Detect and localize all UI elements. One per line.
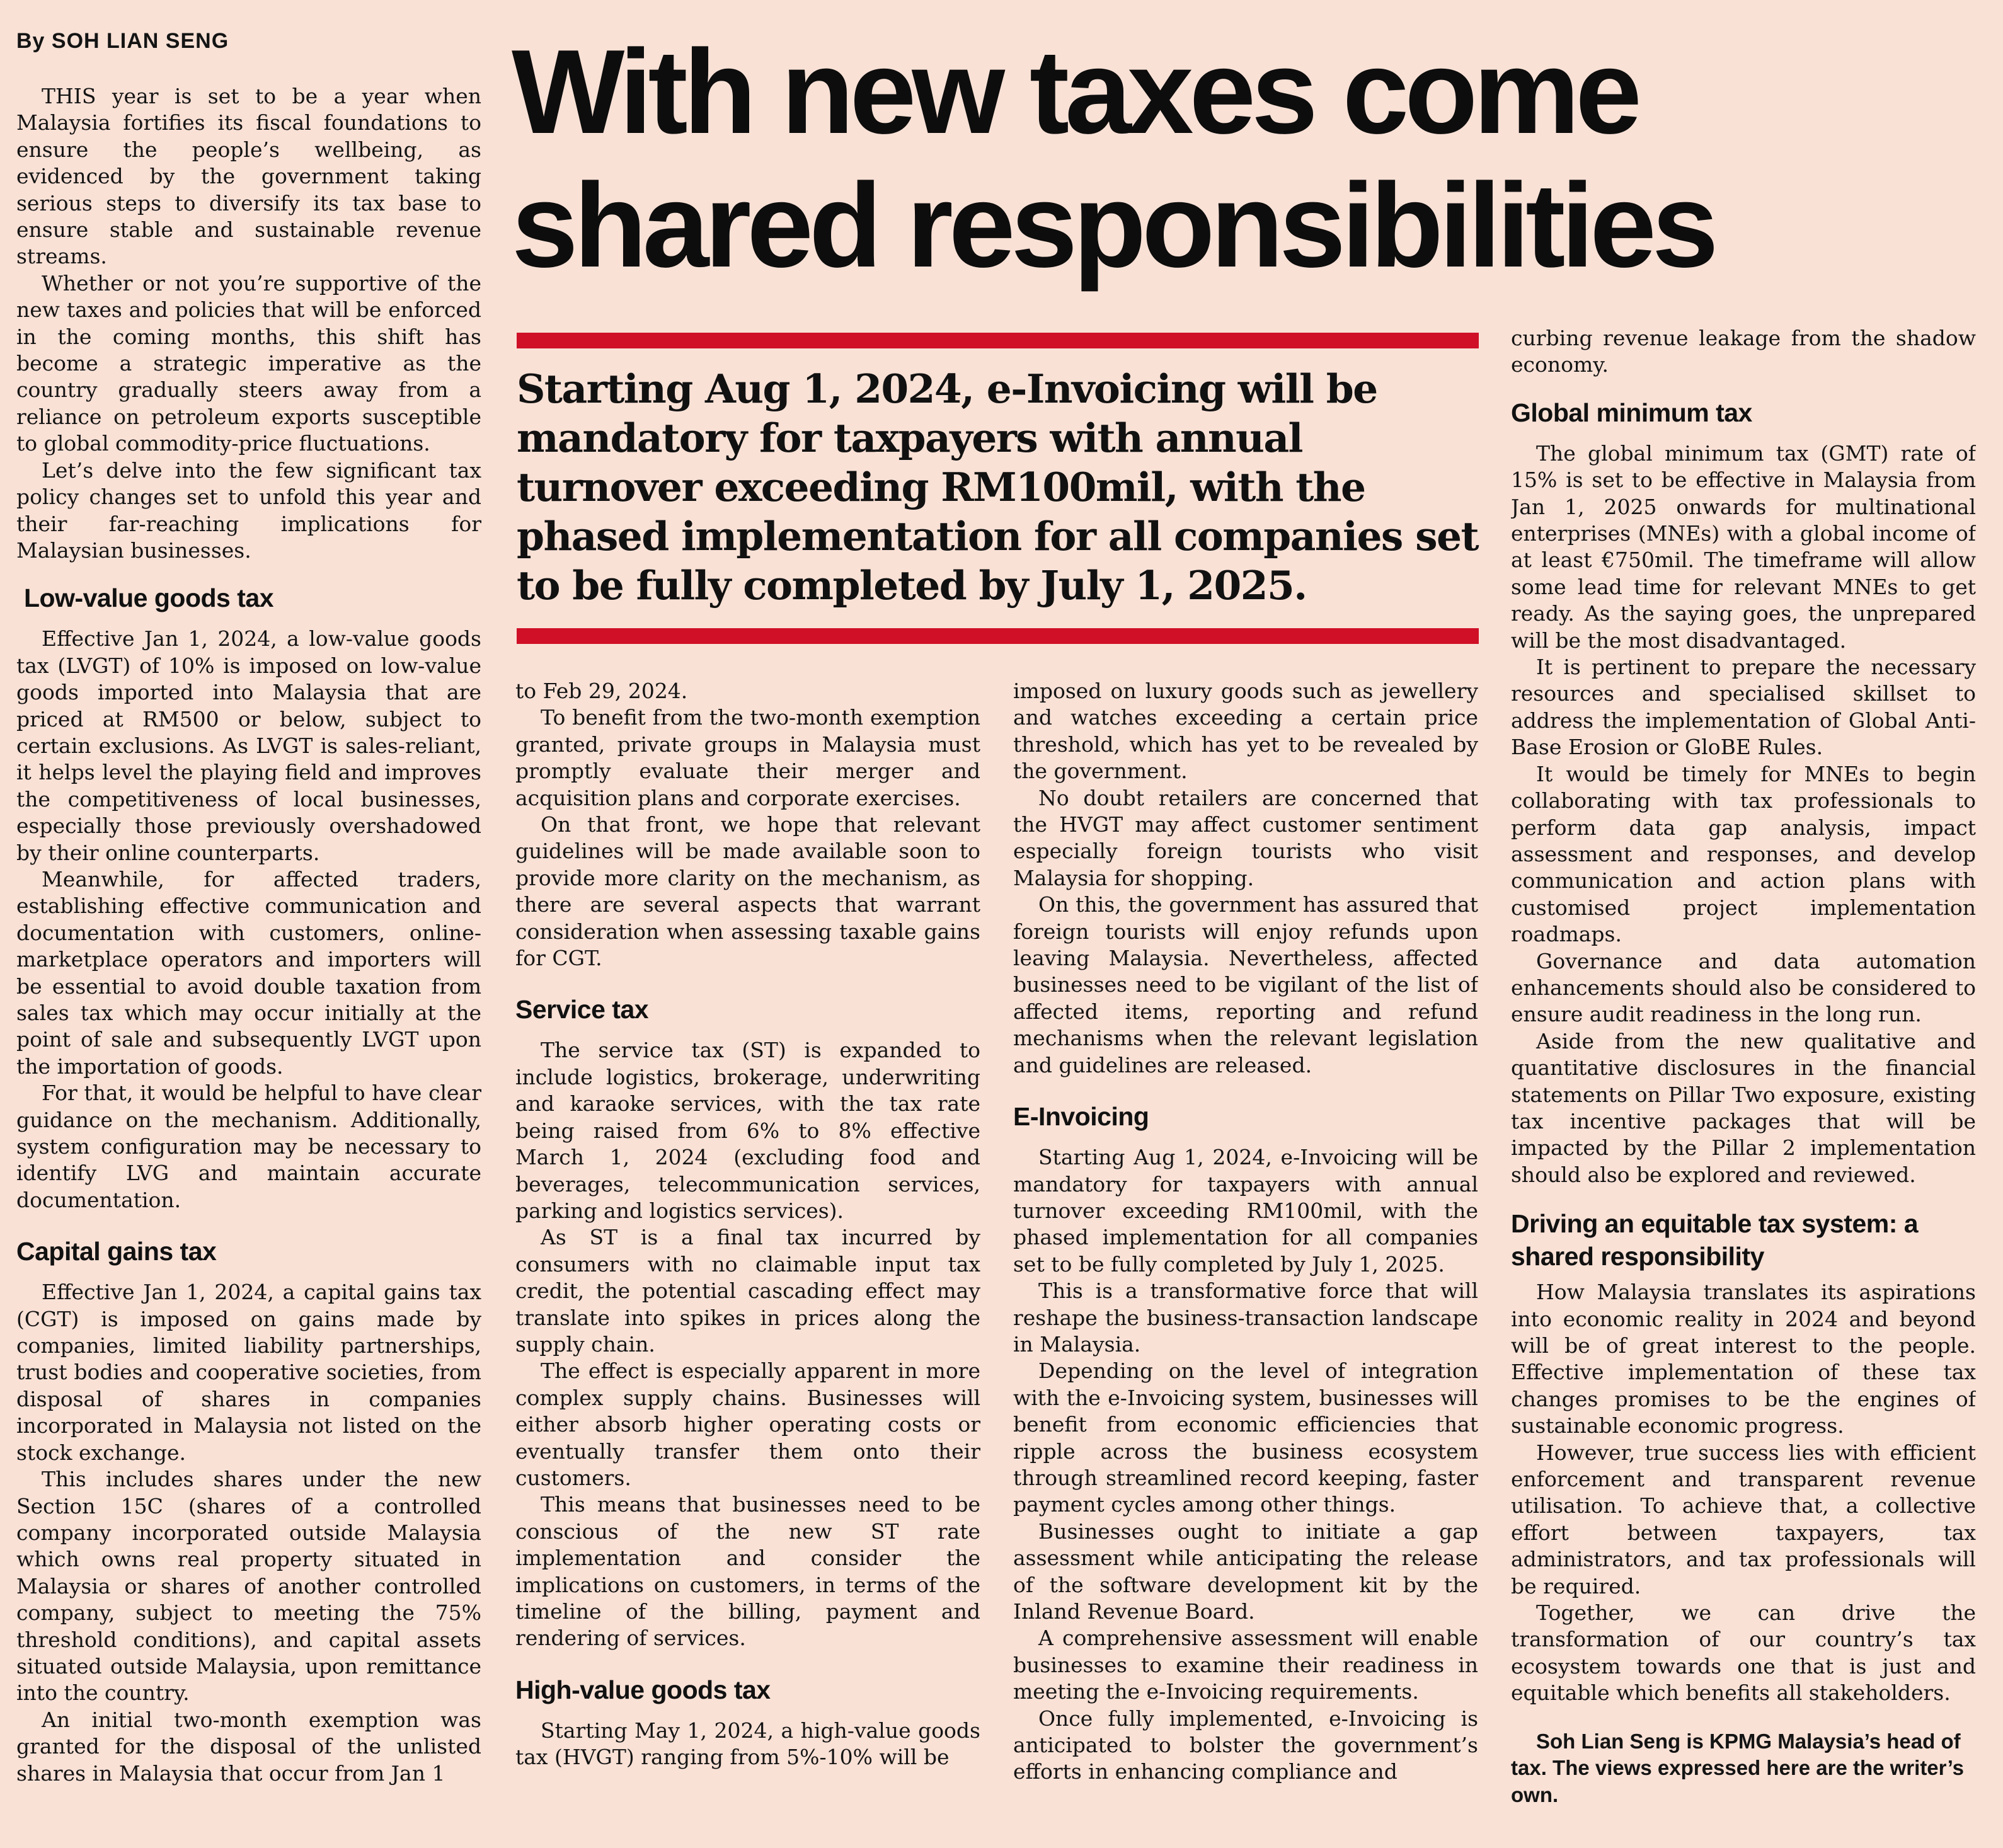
body-paragraph-continued: imposed on luxury goods such as jewellery and watches exceeding a certain price threshold, which has yet to be revealed by the government. [1013, 679, 1478, 784]
column-3 [1013, 678, 1478, 1825]
body-paragraph: To benefit from the two-month exemption granted, private groups in Malaysia must promptly evaluate their merger and acquisition plans and corporate exercises. [515, 705, 980, 810]
body-paragraph: On this, the government has assured that foreign tourists will enjoy refunds upon leaving Malaysia. Nevertheless, affected businesses need to be vigilant of the list of affected items, reporting and refund mechanisms when the relevant legislation and guidelines are released. [1013, 892, 1478, 1077]
body-paragraph: Together, we can drive the transformation of our country’s tax ecosystem towards one that is just and equitable which benefits all stakeholders. [1511, 1600, 1976, 1706]
section-heading-equitable: Driving an equitable tax system: a shared responsibility [1511, 1209, 1919, 1271]
body-paragraph: A comprehensive assessment will enable businesses to examine their readiness in meeting the e-Invoicing requirements. [1013, 1626, 1478, 1704]
body-paragraph: Effective Jan 1, 2024, a capital gains tax (CGT) is imposed on gains made by companies, limited liability partnerships, trust bodies and cooperative societies, from disposal of shares in companies incorporated in Malaysia not listed on the stock exchange. [16, 1280, 481, 1465]
red-rule-bottom [517, 628, 1479, 644]
body-paragraph: Meanwhile, for affected traders, establishing effective communication and documentation with customers, online-marketplace operators and importers will be essential to avoid double taxation from sales tax which may occur initially at the point of sale and subsequently LVGT upon the importation of goods. [16, 866, 481, 1079]
body-paragraph: This means that businesses need to be conscious of the new ST rate implementation and consider the implications on customers, in terms of the timeline of the billing, payment and rendering of services. [515, 1492, 980, 1651]
body-paragraph: Starting Aug 1, 2024, e-Invoicing will be mandatory for taxpayers with annual turnover exceeding RM100mil, with the phased implementation for all companies set to be fully completed by July 1, 2025. [1013, 1145, 1478, 1277]
body-paragraph: However, true success lies with efficient enforcement and transparent revenue utilisation. To achieve that, a collective effort between taxpayers, tax administrators, and tax professionals will be required. [1511, 1440, 1976, 1598]
section-heading-lvgt: Low-value goods tax [24, 583, 273, 613]
body-paragraph: On that front, we hope that relevant guidelines will be made available soon to provide more clarity on the mechanism, as there are several aspects that warrant consideration when assessing taxable gains for CGT. [515, 812, 980, 971]
byline: By SOH LIAN SENG [16, 29, 229, 53]
body-paragraph: Governance and data automation enhancements should also be considered to ensure audit readiness in the long run. [1511, 948, 1976, 1027]
body-paragraph: Depending on the level of integration with the e-Invoicing system, businesses will benefit from economic efficiencies that ripple across the business ecosystem through streamlined record keeping, faster payment cycles among other things. [1013, 1358, 1478, 1517]
section-heading-einvoicing: E-Invoicing [1013, 1102, 1149, 1132]
section-heading-gmt: Global minimum tax [1511, 398, 1752, 427]
body-paragraph: It is pertinent to prepare the necessary resources and specialised skillset to address the implementation of Global Anti-Base Erosion or GloBE Rules. [1511, 655, 1976, 760]
section-heading-cgt: Capital gains tax [16, 1237, 217, 1266]
headline: With new taxes come shared responsibilities [512, 25, 1714, 292]
body-paragraph: For that, it would be helpful to have clear guidance on the mechanism. Additionally, system configuration may be necessary to identify LVG and maintain accurate documentation. [16, 1081, 481, 1212]
body-paragraph: It would be timely for MNEs to begin collaborating with tax professionals to perform data gap analysis, impact assessment and responses, and develop communication and action plans with customised project implementation roadmaps. [1511, 761, 1976, 947]
section-heading-service-tax: Service tax [515, 995, 649, 1024]
body-paragraph: As ST is a final tax incurred by consumers with no claimable input tax credit, the potential cascading effect may translate into spikes in prices along the supply chain. [515, 1225, 980, 1357]
author-note: Soh Lian Seng is KPMG Malaysia’s head of tax. The views expressed here are the writer’s own. [1511, 1729, 1965, 1806]
body-paragraph-continued: curbing revenue leakage from the shadow economy. [1511, 326, 1976, 377]
section-heading-hvgt: High-value goods tax [515, 1675, 771, 1704]
body-paragraph: An initial two-month exemption was granted for the disposal of the unlisted shares in Malaysia that occur from Jan 1 [16, 1707, 481, 1786]
column-4 [1511, 325, 1976, 1825]
intro-paragraph: Let’s delve into the few significant tax policy changes set to unfold this year and their far-reaching implications for Malaysian businesses. [16, 457, 481, 563]
body-paragraph: Effective Jan 1, 2024, a low-value goods tax (LVGT) of 10% is imposed on low-value goods imported into Malaysia that are priced at RM500 or below, subject to certain exclusions. As LVGT is sales-reliant, it helps level the playing field and improves the competitiveness of local businesses, especially those previously overshadowed by their online counterparts. [16, 626, 481, 865]
body-paragraph: No doubt retailers are concerned that the HVGT may affect customer sentiment especially foreign tourists who visit Malaysia for shopping. [1013, 785, 1478, 890]
body-paragraph: The effect is especially apparent in more complex supply chains. Businesses will either absorb higher operating costs or eventually transfer them onto their customers. [515, 1358, 980, 1490]
body-paragraph: The service tax (ST) is expanded to include logistics, brokerage, underwriting and karaoke services, with the tax rate being raised from 6% to 8% effective March 1, 2024 (excluding food and beverages, telecommunication services, parking and logistics services). [515, 1038, 980, 1223]
column-2 [515, 678, 980, 1825]
body-paragraph: This is a transformative force that will reshape the business-transaction landscape in Malaysia. [1013, 1278, 1478, 1357]
intro-paragraph: THIS year is set to be a year when Malaysia fortifies its fiscal foundations to ensure the people’s wellbeing, as evidenced by the government taking serious steps to diversify its tax base to ensure stable and sustainable revenue streams. [16, 84, 481, 269]
body-paragraph: Businesses ought to initiate a gap assessment while anticipating the release of the software development kit by the Inland Revenue Board. [1013, 1518, 1478, 1624]
column-1 [16, 83, 481, 1822]
body-paragraph: Starting May 1, 2024, a high-value goods tax (HVGT) ranging from 5%-10% will be [515, 1718, 980, 1770]
intro-paragraph: Whether or not you’re supportive of the new taxes and policies that will be enforced in the coming months, this shift has become a strategic imperative as the country gradually steers away from a reliance on petroleum exports susceptible to global commodity-price fluctuations. [16, 270, 481, 456]
body-paragraph: The global minimum tax (GMT) rate of 15% is set to be effective in Malaysia from Jan 1, 2025 onwards for multinational enterprises (MNEs) with a global income of at least €750mil. The timeframe will allow some lead time for relevant MNEs to get ready. As the saying goes, the unprepared will be the most disadvantaged. [1511, 440, 1976, 653]
pull-quote: Starting Aug 1, 2024, e-Invoicing will be mandatory for taxpayers with annual turnover exceeding RM100mil, with the phased implementation for all companies set to be fully completed by July 1, 2025. [517, 365, 1478, 609]
body-paragraph-continued: to Feb 29, 2024. [515, 679, 688, 703]
body-paragraph: Once fully implemented, e-Invoicing is anticipated to bolster the government’s efforts in enhancing compliance and [1013, 1706, 1478, 1784]
body-paragraph: How Malaysia translates its aspirations into economic reality in 2024 and beyond will be of great interest to the people. Effective implementation of these tax changes promises to be the engines of sustainable economic progress. [1511, 1280, 1976, 1438]
body-paragraph: This includes shares under the new Section 15C (shares of a controlled company incorporated outside Malaysia which owns real property situated in Malaysia or shares of another controlled company, subject to meeting the 75% threshold conditions), and capital assets situated outside Malaysia, upon remittance into the country. [16, 1467, 481, 1706]
red-rule-top [517, 333, 1479, 348]
body-paragraph: Aside from the new qualitative and quantitative disclosures in the financial statements on Pillar Two exposure, existing tax incentive packages that will be impacted by the Pillar 2 implementation should also be explored and reviewed. [1511, 1028, 1976, 1187]
